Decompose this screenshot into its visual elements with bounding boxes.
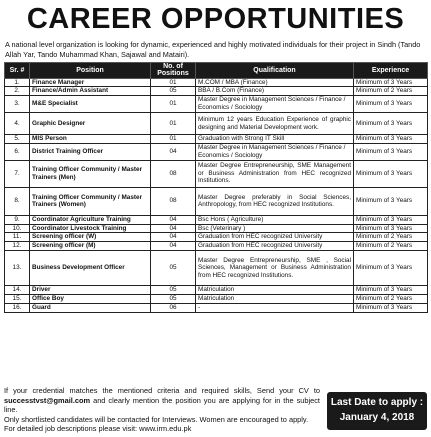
row-experience: Minimum of 3 Years	[354, 286, 428, 295]
row-positions-count: 05	[151, 295, 196, 304]
row-sr: 6.	[5, 143, 30, 160]
row-sr: 4.	[5, 113, 30, 135]
row-position: Finance/Admin Assistant	[30, 87, 151, 96]
row-experience: Minimum of 3 Years	[354, 187, 428, 215]
row-sr: 15.	[5, 295, 30, 304]
row-sr: 12.	[5, 242, 30, 251]
table-row	[5, 96, 428, 113]
row-experience: Minimum of 2 Years	[354, 233, 428, 242]
application-instructions	[4, 386, 320, 434]
header-positions-count: No. of Positions	[151, 63, 196, 79]
table-row	[5, 113, 428, 135]
row-qualification: Master Degree in Management Sciences / Finance / Economics / Sociology	[196, 143, 354, 160]
row-positions-count: 08	[151, 160, 196, 187]
row-position: Office Boy	[30, 295, 151, 304]
header-sr: Sr. #	[5, 63, 30, 79]
row-qualification: -	[196, 304, 354, 313]
row-sr: 5.	[5, 135, 30, 144]
row-position: Finance Manager	[30, 78, 151, 87]
instructions-line-2: and clearly mention the position you are applying for in the subject line.	[4, 395, 320, 415]
row-positions-count: 04	[151, 143, 196, 160]
row-position: Business Development Officer	[30, 251, 151, 286]
row-qualification: Master Degree in Management Sciences / Finance / Economics / Sociology	[196, 96, 354, 113]
row-qualification: Minimum 12 years Education Experience of graphic designing and Material Development work.	[196, 113, 354, 135]
row-sr: 9.	[5, 215, 30, 224]
row-sr: 10.	[5, 224, 30, 233]
table-row	[5, 143, 428, 160]
last-date-box	[327, 392, 427, 430]
row-experience: Minimum of 3 Years	[354, 160, 428, 187]
row-qualification: BBA / B.Com (Finance)	[196, 87, 354, 96]
row-position: Training Officer Community / Master Trainers (Women)	[30, 187, 151, 215]
row-qualification: Master Degree preferably in Social Sciences, Anthropology, from HEC recognized Institutions.	[196, 187, 354, 215]
row-position: Coordinator Livestock Training	[30, 224, 151, 233]
row-position: Graphic Designer	[30, 113, 151, 135]
row-qualification: Master Degree Entrepreneurship, SME Management or Business Administration from HEC recognized Institutions.	[196, 160, 354, 187]
row-sr: 1.	[5, 78, 30, 87]
row-qualification: Graduation from HEC recognized University	[196, 233, 354, 242]
table-row	[5, 233, 428, 242]
row-experience: Minimum of 3 Years	[354, 113, 428, 135]
table-row	[5, 286, 428, 295]
row-position: Coordinator Agriculture Training	[30, 215, 151, 224]
table-row	[5, 160, 428, 187]
row-positions-count: 01	[151, 135, 196, 144]
row-positions-count: 04	[151, 224, 196, 233]
row-sr: 8.	[5, 187, 30, 215]
row-positions-count: 04	[151, 215, 196, 224]
row-qualification: Graduation from HEC recognized University	[196, 242, 354, 251]
row-position: Training Officer Community / Master Trainers (Men)	[30, 160, 151, 187]
table-header-row	[5, 63, 428, 79]
instructions-line-4: For detailed job descriptions please visit:	[4, 424, 140, 434]
table-row	[5, 215, 428, 224]
last-date-value: January 4, 2018	[339, 412, 415, 423]
row-position: District Training Officer	[30, 143, 151, 160]
table-row	[5, 304, 428, 313]
row-positions-count: 01	[151, 96, 196, 113]
row-experience: Minimum of 3 Years	[354, 304, 428, 313]
row-experience: Minimum of 2 Years	[354, 87, 428, 96]
table-row	[5, 87, 428, 96]
row-qualification: M.COM / MBA (Finance)	[196, 78, 354, 87]
row-sr: 13.	[5, 251, 30, 286]
row-experience: Minimum of 3 Years	[354, 251, 428, 286]
row-sr: 11.	[5, 233, 30, 242]
row-positions-count: 05	[151, 286, 196, 295]
table-row	[5, 135, 428, 144]
row-sr: 14.	[5, 286, 30, 295]
row-qualification: Graduation with Strong IT Skill	[196, 135, 354, 144]
row-experience: Minimum of 3 Years	[354, 135, 428, 144]
row-qualification: Bsc Hons ( Agriculture)	[196, 215, 354, 224]
row-position: M&E Specialist	[30, 96, 151, 113]
row-sr: 2.	[5, 87, 30, 96]
email-link[interactable]: successtvst@gmail.com	[4, 395, 91, 405]
row-experience: Minimum of 2 Years	[354, 295, 428, 304]
row-positions-count: 05	[151, 251, 196, 286]
row-position: Screening officer (W)	[30, 233, 151, 242]
row-experience: Minimum of 3 Years	[354, 96, 428, 113]
header-experience: Experience	[354, 63, 428, 79]
intro-text: A national level organization is looking for dynamic, experienced and highly motivated individuals for their project in Sindh (Tando Allah Yar, Tando Muhammad Khan, Sajawal and Matairi).	[5, 40, 421, 59]
last-date-label: Last Date to apply :	[330, 397, 424, 408]
row-experience: Minimum of 3 Years	[354, 143, 428, 160]
instructions-line-3: Only shortlisted candidates will be contacted for Interviews. Women are encouraged to apply.	[4, 414, 309, 424]
row-qualification: Master Degree Entrepreneurship, SME , Social Sciences, Management or Business Administration from HEC recognized Institutions.	[196, 251, 354, 286]
row-position: Guard	[30, 304, 151, 313]
header-position: Position	[30, 63, 151, 79]
table-row	[5, 78, 428, 87]
row-qualification: Matriculation	[196, 286, 354, 295]
row-positions-count: 04	[151, 233, 196, 242]
row-experience: Minimum of 2 Years	[354, 242, 428, 251]
table-row	[5, 251, 428, 286]
row-positions-count: 06	[151, 304, 196, 313]
row-sr: 16.	[5, 304, 30, 313]
row-positions-count: 01	[151, 78, 196, 87]
row-position: Screening officer (M)	[30, 242, 151, 251]
row-position: MIS Person	[30, 135, 151, 144]
instructions-line-1: If your credential matches the mentioned criteria and required skills, Send your CV to	[4, 386, 320, 395]
table-row	[5, 242, 428, 251]
row-experience: Minimum of 3 Years	[354, 224, 428, 233]
website-link[interactable]: www.irm.edu.pk	[139, 424, 192, 434]
table-row	[5, 187, 428, 215]
table-row	[5, 295, 428, 304]
page-title: CAREER OPPORTUNITIES	[26, 3, 405, 35]
row-experience: Minimum of 3 Years	[354, 78, 428, 87]
row-positions-count: 01	[151, 113, 196, 135]
table-row	[5, 224, 428, 233]
jobs-table	[4, 62, 428, 313]
row-sr: 7.	[5, 160, 30, 187]
row-experience: Minimum of 3 Years	[354, 215, 428, 224]
row-position: Driver	[30, 286, 151, 295]
row-positions-count: 04	[151, 242, 196, 251]
row-positions-count: 08	[151, 187, 196, 215]
row-qualification: Bsc (Veterinary )	[196, 224, 354, 233]
row-qualification: Matriculation	[196, 295, 354, 304]
row-sr: 3.	[5, 96, 30, 113]
row-positions-count: 05	[151, 87, 196, 96]
header-qualification: Qualification	[196, 63, 354, 79]
